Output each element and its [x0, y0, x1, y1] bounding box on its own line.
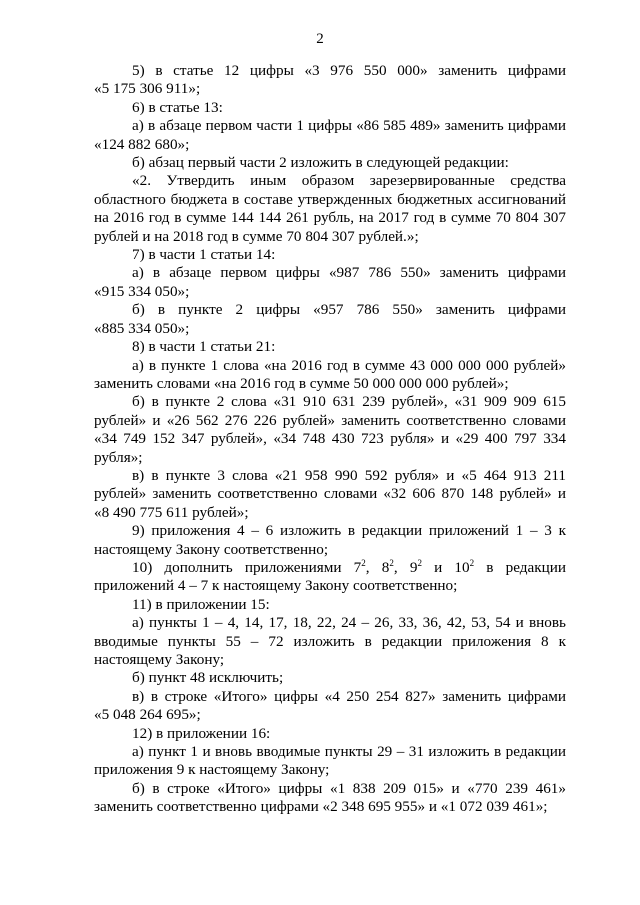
amendment-item-7a: а) в абзаце первом цифры «987 786 550» заменить цифрами «915 334 050»; — [94, 264, 566, 300]
amendment-item-11a: а) пункты 1 – 4, 14, 17, 18, 22, 24 – 26, 33, 36, 42, 53, 54 и вновь вводимые пункты 55 – 72 изложить в редакции приложения 8 к настоящему Закону; — [94, 614, 566, 668]
amendment-item-7: 7) в части 1 статьи 14: — [132, 246, 276, 264]
amendment-item-12a: а) пункт 1 и вновь вводимые пункты 29 – 31 изложить в редакции приложения 9 к настоящему Закону; — [94, 743, 566, 779]
amendment-item-11: 11) в приложении 15: — [132, 595, 270, 613]
amendment-item-7b: б) в пункте 2 цифры «957 786 550» заменить цифрами «885 334 050»; — [94, 301, 566, 337]
amendment-item-11v: в) в строке «Итого» цифры «4 250 254 827» заменить цифрами «5 048 264 695»; — [94, 687, 566, 724]
superscript: 2 — [361, 557, 366, 568]
amendment-item-8a: а) в пункте 1 слова «на 2016 год в сумме 43 000 000 000 рублей» заменить словами «на 2016 год в сумме 50 000 000 000 рублей»; — [94, 356, 566, 392]
document-body — [94, 62, 566, 817]
amendment-item-10 — [94, 559, 566, 596]
item-10-sep: , 8 — [365, 558, 390, 576]
page-number: 2 — [316, 31, 324, 47]
item-10-start: 10) дополнить приложениями 7 — [132, 558, 362, 576]
amendment-item-8b: б) в пункте 2 слова «31 910 631 239 рублей», «31 909 909 615 рублей» и «26 562 276 226 рублей» заменить соответственно словами «34 749 152 347 рублей», «34 748 430 723 рубля» и «29 400 797 334 рубля»; — [94, 393, 566, 466]
item-10-sep: и 10 — [421, 558, 470, 576]
superscript: 2 — [469, 557, 475, 568]
amendment-item-8v: в) в пункте 3 слова «21 958 990 592 рубля» и «5 464 913 211 рублей» заменить соответственно словами «32 606 870 148 рублей» и «8 490 775 611 рублей»; — [94, 466, 566, 521]
item-10-end: в редакции приложений 4 – 7 к настоящему Закону соответственно; — [94, 558, 566, 595]
amendment-item-12b: б) в строке «Итого» цифры «1 838 209 015» и «770 239 461» заменить соответственно цифрами «2 348 695 955» и «1 072 039 461»; — [94, 779, 566, 816]
amendment-item-8: 8) в части 1 статьи 21: — [132, 338, 276, 356]
amendment-item-6a: а) в абзаце первом части 1 цифры «86 585 489» заменить цифрами «124 882 680»; — [94, 117, 566, 153]
amendment-item-5: 5) в статье 12 цифры «3 976 550 000» заменить цифрами «5 175 306 911»; — [94, 62, 566, 98]
superscript: 2 — [389, 557, 394, 568]
amendment-item-12: 12) в приложении 16: — [132, 724, 271, 742]
amendment-item-11b: б) пункт 48 исключить; — [132, 669, 284, 687]
amendment-item-6b: б) абзац первый части 2 изложить в следующей редакции: — [132, 154, 509, 172]
amendment-item-9: 9) приложения 4 – 6 изложить в редакции приложений 1 – 3 к настоящему Закону соответственно; — [94, 522, 566, 558]
amendment-quoted-text: «2. Утвердить иным образом зарезервированные средства областного бюджета в составе утвержденных бюджетных ассигнований на 2016 год в сумме 144 144 261 рубль, на 2017 год в сумме 70 804 307 рублей и на 2018 год в сумме 70 804 307 рублей.»; — [94, 172, 566, 245]
superscript: 2 — [417, 557, 422, 568]
item-10-sep: , 9 — [393, 558, 418, 576]
amendment-item-6: 6) в статье 13: — [132, 98, 223, 116]
